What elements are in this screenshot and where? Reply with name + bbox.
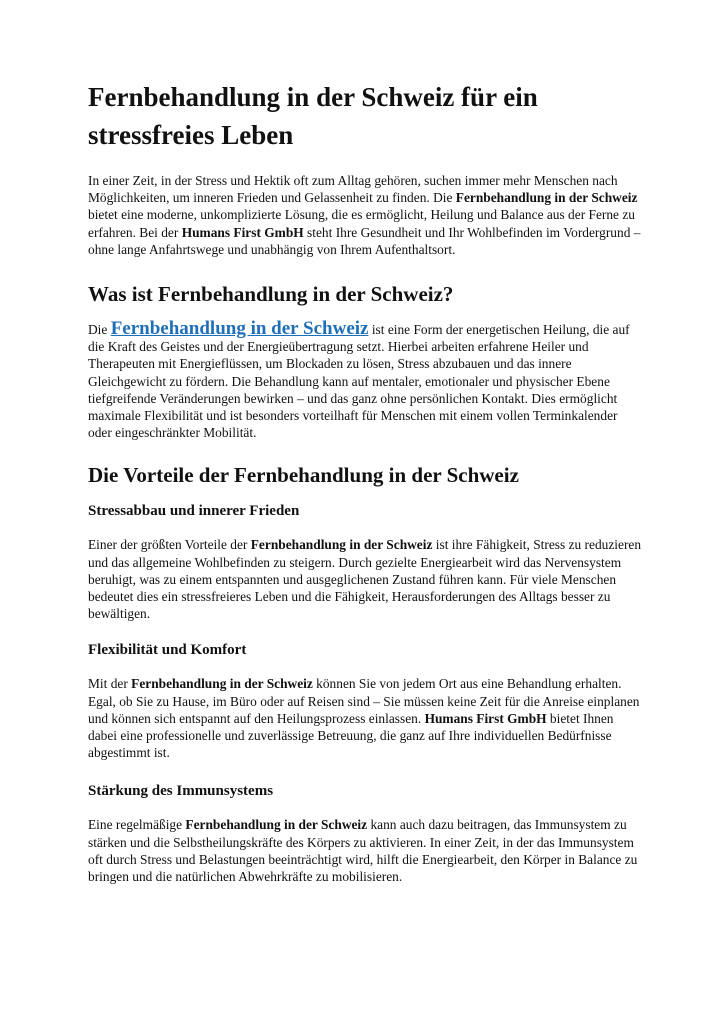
intro-text-2: bietet eine moderne, unkomplizierte Lösung, die es ermöglicht, Heilung und Balance aus der Ferne zu erfahren. Bei der (88, 207, 635, 240)
sub1-heading: Stressabbau und innerer Frieden (88, 503, 300, 520)
sub1-text-2: ist ihre Fähigkeit, Stress zu reduzieren und das allgemeine Wohlbefinden zu steigern. Durch gezielte Energiearbeit wird das Nervensystem beruhigt, was zu einem entspannten und ausgeglichenen Zustand führen kann. Für viele Menschen bedeutet dies ein stressfreieres Leben und die Fähigkeit, Herausforderungen des Alltags besser zu bewältigen. (88, 537, 642, 622)
sub1-paragraph (88, 536, 644, 622)
sub3-text-2: kann auch dazu beitragen, das Immunsystem zu stärken und die Selbstheilungskräfte des Körpers zu aktivieren. In einer Zeit, in der das Immunsystem oft durch Stress und Belastungen beeinträchtigt wird, hilft die Energiearbeit, den Körper in Balance zu bringen und die natürlichen Abwehrkräfte zu mobilisieren. (88, 817, 638, 885)
intro-text-3: steht Ihre Gesundheit und Ihr Wohlbefinden im Vordergrund – ohne lange Anfahrtswege und unabhängig von Ihrem Aufenthaltsort. (88, 224, 641, 257)
sub1-text-1: Einer der größten Vorteile der (88, 537, 251, 553)
sub3-paragraph (88, 816, 644, 885)
sub2-bold-company: Humans First GmbH (424, 710, 547, 726)
section1-heading: Was ist Fernbehandlung in der Schweiz? (88, 282, 454, 307)
sub2-bold-service: Fernbehandlung in der Schweiz (131, 676, 313, 692)
sub3-bold-service: Fernbehandlung in der Schweiz (185, 817, 368, 833)
sub3-heading: Stärkung des Immunsystems (88, 783, 274, 800)
sub2-text-3: bietet Ihnen dabei eine professionelle und zuverlässige Betreuung, die ganz auf Ihre individuellen Bedürfnisse abgestimmt ist. (88, 710, 614, 761)
intro-bold-company: Humans First GmbH (181, 224, 304, 240)
page-title: Fernbehandlung in der Schweiz für ein stressfreies Leben (88, 82, 538, 150)
sub2-paragraph (88, 675, 644, 761)
intro-bold-service: Fernbehandlung in der Schweiz (455, 190, 638, 206)
sub2-text-2: können Sie von jedem Ort aus eine Behandlung erhalten. Egal, ob Sie zu Hause, im Büro oder auf Reisen sind – Sie müssen keine Zeit für die Anreise einplanen und können sich entspannt auf den Heilungsprozess einlassen. (88, 676, 640, 726)
intro-text-1: In einer Zeit, in der Stress und Hektik oft zum Alltag gehören, suchen immer mehr Menschen nach Möglichkeiten, um inneren Frieden und Gelassenheit zu finden. Die (88, 173, 618, 206)
sub1-bold-service: Fernbehandlung in der Schweiz (250, 537, 433, 553)
section1-paragraph (88, 320, 644, 441)
section1-text-2: ist eine Form der energetischen Heilung, die auf die Kraft des Geistes und der Energieübertragung setzt. Hierbei arbeiten erfahrene Heiler und Therapeuten mit Energieflüssen, um Blockaden zu lösen, Stress abzubauen und das innere Gleichgewicht zu fördern. Die Behandlung kann auf mentaler, emotionaler und physischer Ebene tiefgreifende Veränderungen bewirken – und das ganz ohne persönlichen Kontakt. Dies ermöglicht maximale Flexibilität und ist besonders vorteilhaft für Menschen mit einem vollen Terminkalender oder eingeschränkter Mobilität. (88, 322, 630, 441)
section2-heading: Die Vorteile der Fernbehandlung in der Schweiz (88, 463, 519, 488)
sub3-text-1: Eine regelmäßige (88, 817, 186, 833)
sub2-heading: Flexibilität und Komfort (88, 642, 247, 659)
section1-text-1: Die (88, 322, 111, 338)
sub2-text-1: Mit der (88, 676, 132, 692)
document-content (88, 78, 644, 905)
fernbehandlung-link[interactable]: Fernbehandlung in der Schweiz (110, 318, 369, 340)
intro-paragraph (88, 172, 644, 258)
